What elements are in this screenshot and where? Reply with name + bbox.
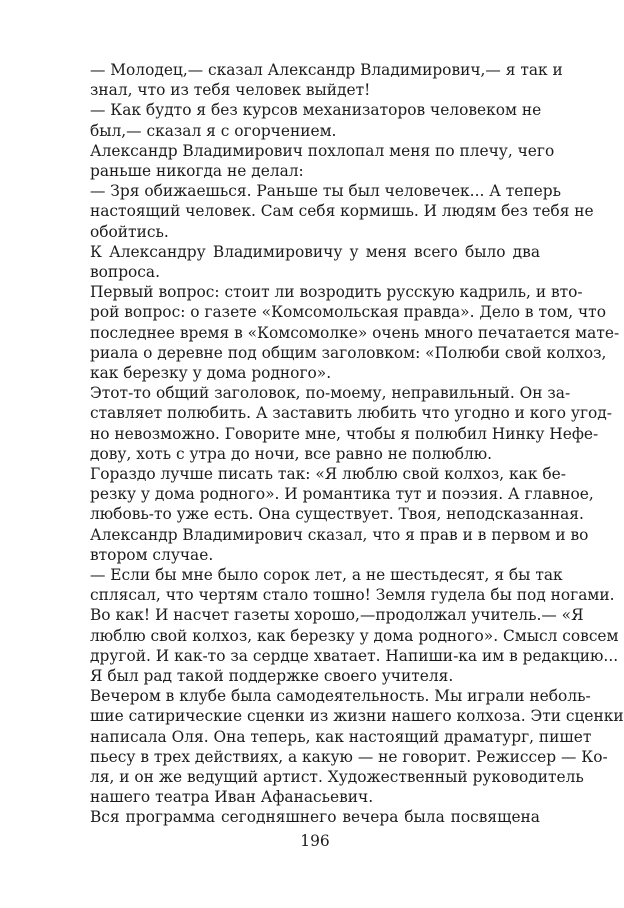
text-line: но невозможно. Говорите мне, чтобы я полюбил Нинку Нефе- <box>90 424 599 443</box>
text-line: Вечером в клубе была самодеятельность. Мы играли неболь- <box>90 687 591 706</box>
text-line: последнее время в «Комсомолке» очень много печатается мате- <box>90 323 620 342</box>
text-line: ставляет полюбить. А заставить любить что угодно и кого угод- <box>90 404 612 423</box>
text-line: — Молодец,— сказал Александр Владимирович,— я так и <box>90 61 563 79</box>
text-line: шие сатирические сценки из жизни нашего колхоза. Эти сценки <box>90 707 624 726</box>
page-number: 196 <box>300 832 330 850</box>
text-line: — Зря обижаешься. Раньше ты был человечек... А теперь <box>90 182 562 201</box>
text-line: пьесу в трех действиях, а какую — не говорит. Режиссер — Ко- <box>90 747 608 766</box>
text-line: Александр Владимирович похлопал меня по плечу, чего <box>90 141 555 160</box>
text-line: Первый вопрос: стоит ли возродить русскую кадриль, и вто- <box>90 283 583 302</box>
text-line: Этот-то общий заголовок, по-моему, неправильный. Он за- <box>90 384 571 403</box>
text-line: любовь-то уже есть. Она существует. Твоя, неподсказанная. <box>90 505 584 524</box>
text-line: Гораздо лучше писать так: «Я люблю свой колхоз, как бе- <box>90 465 566 483</box>
text-line: был,— сказал я с огорчением. <box>90 121 337 140</box>
text-line: знал, что из тебя человек выйдет! <box>90 81 371 100</box>
text-line: сплясал, что чертям стало тошно! Земля гудела бы под ногами. <box>90 586 615 605</box>
text-line: нашего театра Иван Афанасьевич. <box>90 788 374 807</box>
text-line: — Если бы мне было сорок лет, а не шестьдесят, я бы так <box>90 566 563 584</box>
text-line: Александр Владимирович сказал, что я прав и в первом и во <box>90 525 589 544</box>
page-footer <box>90 0 624 908</box>
text-line: — Как будто я без курсов механизаторов человеком не <box>90 101 542 120</box>
text-line: как березку у дома родного». <box>90 364 332 382</box>
text-line: раньше никогда не делал: <box>90 162 304 180</box>
text-line: написала Оля. Она теперь, как настоящий драматург, пишет <box>90 727 592 746</box>
text-line: Я был рад такой поддержке своего учителя. <box>90 667 454 685</box>
text-line: другой. И как-то за сердце хватает. Напиши-ка им в редакцию... <box>90 646 619 665</box>
text-line: риала о деревне под общим заголовком: «Полюби свой колхоз, <box>90 343 607 362</box>
text-line: обойтись. <box>90 222 169 241</box>
text-line: настоящий человек. Сам себя кормишь. И людям без тебя не <box>90 202 594 221</box>
text-line: втором случае. <box>90 545 214 564</box>
text-line: резку у дома родного». И романтика тут и поэзия. А главное, <box>90 485 594 504</box>
text-line: ля, и он же ведущий артист. Художественный руководитель <box>90 768 584 786</box>
text-line: рой вопрос: о газете «Комсомольская правда». Дело в том, что <box>90 303 606 322</box>
text-line: К Александру Владимировичу у меня всего было два <box>90 242 540 261</box>
text-line: дову, хоть с утра до ночи, все равно не полюблю. <box>90 444 493 463</box>
text-line: вопроса. <box>90 263 160 281</box>
text-line: Во как! И насчет газеты хорошо,—продолжал учитель.— «Я <box>90 606 584 625</box>
text-line: Вся программа сегодняшнего вечера была посвящена <box>90 808 540 827</box>
text-line: люблю свой колхоз, как березку у дома родного». Смысл совсем <box>90 626 619 645</box>
